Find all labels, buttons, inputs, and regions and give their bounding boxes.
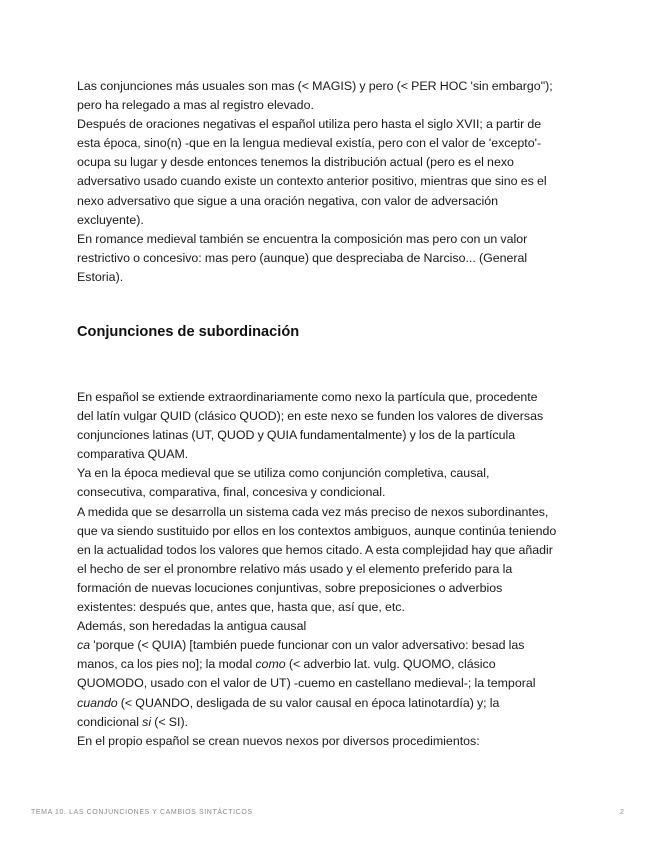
text-line <box>77 713 587 732</box>
text-line: nexo adversativo que sigue a una oración negativa, con valor de adversación <box>77 193 499 208</box>
text-fragment: (< QUANDO, desligada de su valor causal en época latinotardía) y; la <box>117 695 500 710</box>
text-line: excluyente). <box>77 212 144 227</box>
text-line: QUOMODO, usado con el valor de UT) -cuemo en castellano medieval-; la temporal <box>77 676 536 691</box>
text-line <box>77 655 587 674</box>
text-line: conjunciones latinas (UT, QUOD y QUIA fundamentalmente) y los de la partícula <box>77 428 516 443</box>
italic-term-ca: ca <box>77 638 91 653</box>
text-line: adversativo usado cuando existe un contexto anterior positivo, mientras que sino es el <box>77 174 547 189</box>
text-fragment: (< adverbio lat. vulg. QUOMO, clásico <box>285 657 496 672</box>
text-line: Después de oraciones negativas el español utiliza pero hasta el siglo XVII; a partir de <box>77 117 542 132</box>
text-line: Ya en la época medieval que se utiliza como conjunción completiva, causal, <box>77 466 490 481</box>
text-fragment: (< SI). <box>151 714 189 729</box>
text-fragment: 'porque (< QUIA) [también puede funcionar con un valor adversativo: besad las <box>90 638 525 653</box>
text-line: el hecho de ser el pronombre relativo más usado y el elemento preferido para la <box>77 561 513 576</box>
text-line <box>77 636 587 655</box>
text-fragment: manos, ca los pies no]; la modal <box>77 657 256 672</box>
italic-term-como: como <box>255 657 286 672</box>
text-line: existentes: después que, antes que, hasta que, así que, etc. <box>77 600 405 615</box>
text-line: Además, son heredadas la antigua causal <box>77 619 307 634</box>
text-line: En español se extiende extraordinariamente como nexo la partícula que, procedente <box>77 390 538 404</box>
footer-title: TEMA 10. LAS CONJUNCIONES Y CAMBIOS SINTÁCTICOS <box>31 809 253 816</box>
text-line: En romance medieval también se encuentra la composición mas pero con un valor <box>77 231 528 246</box>
text-line: en la actualidad todos los valores que hemos citado. A esta complejidad hay que añadir <box>77 542 553 557</box>
text-line: A medida que se desarrolla un sistema cada vez más preciso de nexos subordinantes, <box>77 504 549 519</box>
text-line: Estoria). <box>77 269 124 284</box>
text-line: En el propio español se crean nuevos nexos por diversos procedimientos: <box>77 733 480 748</box>
text-line: comparativa QUAM. <box>77 447 189 462</box>
text-line: esta época, sino(n) -que en la lengua medieval existía, pero con el valor de 'excepto'- <box>77 136 542 151</box>
italic-term-cuando: cuando <box>77 695 118 710</box>
text-line <box>77 694 587 713</box>
text-fragment: condicional <box>77 714 143 729</box>
text-line: consecutiva, comparativa, final, concesiva y condicional. <box>77 485 386 500</box>
italic-term-si: si <box>142 714 152 729</box>
text-line: ocupa su lugar y desde entonces tenemos la distribución actual (pero es el nexo <box>77 155 514 170</box>
text-line: Las conjunciones más usuales son mas (< MAGIS) y pero (< PER HOC 'sin embargo"); <box>77 79 553 93</box>
text-line: del latín vulgar QUID (clásico QUOD); en este nexo se funden los valores de diversas <box>77 409 544 424</box>
text-line: pero ha relegado a mas al registro elevado. <box>77 98 314 113</box>
text-line: formación de nuevas locuciones conjuntivas, sobre preposiciones o adverbios <box>77 580 503 595</box>
text-line: restrictivo o concesivo: mas pero (aunque) que despreciaba de Narciso... (General <box>77 250 528 265</box>
page-number: 2 <box>620 809 624 816</box>
paragraph-subordinating-conjunctions <box>77 388 587 751</box>
section-heading: Conjunciones de subordinación <box>77 324 300 340</box>
paragraph-adversative-conjunctions <box>77 77 587 287</box>
text-line: que va siendo sustituido por ellos en los contextos ambiguos, aunque continúa teniendo <box>77 523 557 538</box>
